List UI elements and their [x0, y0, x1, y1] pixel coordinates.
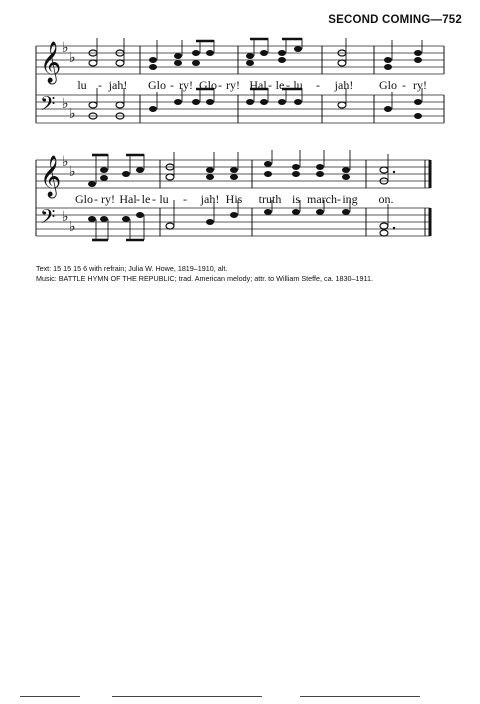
notes-measure-4	[338, 38, 346, 108]
text-credit: Text: 15 15 15 6 with refrain; Julia W. Howe, 1819–1910, alt.	[36, 264, 228, 273]
lyrics-line-2	[0, 192, 480, 208]
lyric-syllable: ing	[342, 192, 358, 206]
lyric-syllable: jah!	[200, 192, 220, 206]
lyric-syllable: le	[141, 192, 151, 206]
lyric-syllable: march	[307, 192, 337, 206]
lyric-syllable: ry!	[179, 78, 193, 92]
page-edge-rule	[112, 696, 262, 697]
lyric-syllable: ry!	[101, 192, 115, 206]
flat-icon: ♭	[69, 219, 76, 235]
flat-icon: ♭	[62, 96, 69, 112]
lyric-syllable: jah!	[334, 78, 354, 92]
lyric-syllable: Hal	[119, 192, 137, 206]
hymn-credits	[36, 264, 373, 284]
page-header: SECOND COMING—752	[328, 14, 462, 26]
music-score	[0, 0, 480, 260]
lyric-syllable: His	[225, 192, 243, 206]
music-credit: Music: BATTLE HYMN OF THE REPUBLIC; trad. American melody; attr. to William Steffe, ca. 1830–1911.	[36, 274, 373, 283]
flat-icon: ♭	[62, 40, 69, 56]
lyric-syllable: jah!	[108, 78, 128, 92]
lyric-hyphen: -	[152, 192, 156, 206]
flat-icon: ♭	[69, 106, 76, 122]
lyric-syllable: Hal	[249, 78, 267, 92]
lyric-syllable: is	[291, 192, 301, 206]
lyric-syllable: Glo	[379, 78, 397, 92]
treble-clef-icon: 𝄞	[40, 156, 62, 197]
lyric-syllable: lu	[293, 78, 303, 92]
lyric-hyphen: -	[170, 78, 174, 92]
flat-icon: ♭	[69, 164, 76, 180]
flat-icon: ♭	[69, 50, 76, 66]
page-edge-rule	[20, 696, 80, 697]
page-edge-rule	[300, 696, 420, 697]
lyric-hyphen: -	[402, 78, 406, 92]
lyric-syllable: Glo	[75, 192, 93, 206]
lyric-hyphen: -	[337, 192, 341, 206]
lyric-hyphen: -	[268, 78, 272, 92]
lyric-syllable: truth	[258, 192, 282, 206]
lyric-syllable: le	[275, 78, 285, 92]
lyric-hyphen: -	[218, 78, 222, 92]
bass-clef-icon: 𝄢	[40, 205, 56, 233]
flat-icon: ♭	[62, 154, 69, 170]
treble-clef-icon: 𝄞	[40, 42, 62, 83]
lyric-syllable: lu	[77, 78, 87, 92]
lyric-syllable: Glo	[199, 78, 217, 92]
lyric-syllable: Glo	[148, 78, 166, 92]
lyric-syllable: lu	[159, 192, 169, 206]
lyric-hyphen: -	[94, 192, 98, 206]
lyric-hyphen: -	[98, 78, 102, 92]
lyric-hyphen: -	[286, 78, 290, 92]
bass-clef-icon: 𝄢	[40, 92, 56, 120]
notes-measure-2	[149, 40, 214, 112]
lyrics-line-1	[0, 78, 480, 94]
lyric-hyphen: -	[136, 192, 140, 206]
lyric-syllable: on.	[378, 192, 394, 206]
lyric-hyphen: -	[316, 78, 320, 92]
lyric-syllable: ry!	[226, 78, 240, 92]
lyric-syllable: ry!	[413, 78, 427, 92]
lyric-hyphen: -	[183, 192, 187, 206]
notes-measure-7	[166, 152, 238, 229]
flat-icon: ♭	[62, 209, 69, 225]
